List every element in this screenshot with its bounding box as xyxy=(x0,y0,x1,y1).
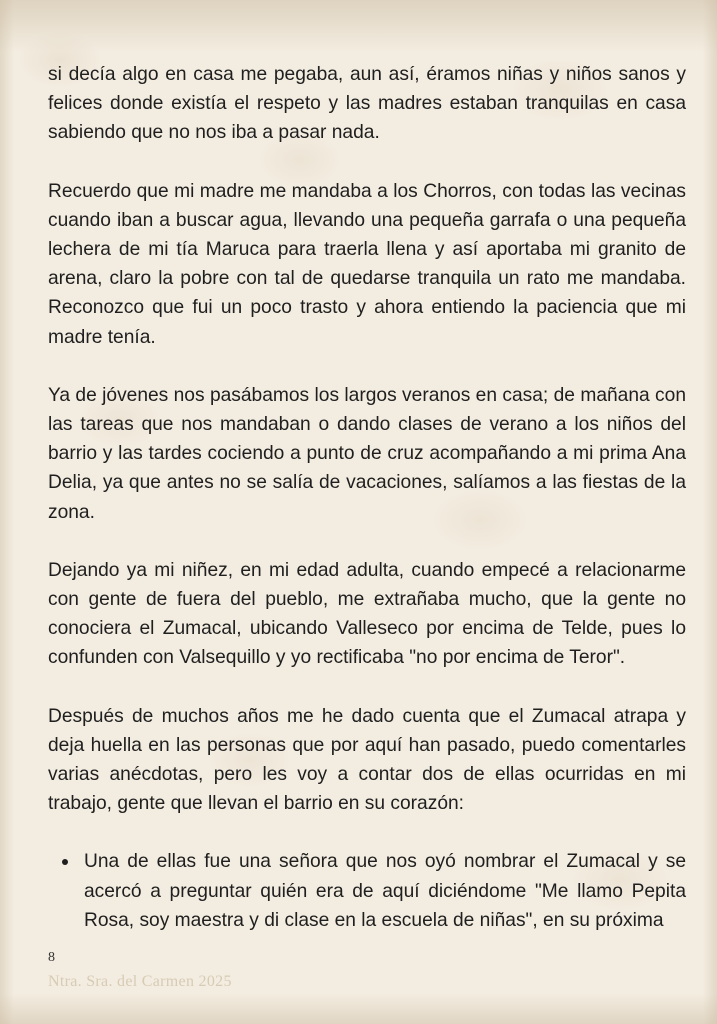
paragraph: Después de muchos años me he dado cuenta que el Zumacal atrapa y deja huella en las personas que por aquí han pasado, puedo comentarles varias anécdotas, pero les voy a contar dos de ellas ocurridas en mi trabajo, gente que llevan el barrio en su corazón: xyxy=(48,705,686,815)
page-body xyxy=(48,60,686,935)
bullet-list xyxy=(48,847,686,935)
footer-title: Ntra. Sra. del Carmen 2025 xyxy=(48,973,232,990)
bullet-icon xyxy=(62,859,68,865)
decorative-border-left xyxy=(0,0,14,1024)
paragraph: Ya de jóvenes nos pasábamos los largos veranos en casa; de mañana con las tareas que nos mandaban o dando clases de verano a los niños del barrio y las tardes cociendo a punto de cruz acompañando a mi prima Ana Delia, ya que antes no se salía de vacaciones, salíamos a las fiestas de la zona. xyxy=(48,384,686,523)
decorative-border-right xyxy=(703,0,717,1024)
decorative-border-top xyxy=(0,0,717,52)
list-item xyxy=(48,847,686,935)
decorative-border-bottom xyxy=(0,994,717,1024)
paragraph: Dejando ya mi niñez, en mi edad adulta, cuando empecé a relacionarme con gente de fuera del pueblo, me extrañaba mucho, que la gente no conociera el Zumacal, ubicando Valleseco por encima de Telde, pues lo confunden con Valsequillo y yo rectificaba "no por encima de Teror". xyxy=(48,559,686,669)
page-number: 8 xyxy=(48,950,55,965)
paragraph: Recuerdo que mi madre me mandaba a los Chorros, con todas las vecinas cuando iban a buscar agua, llevando una pequeña garrafa o una pequeña lechera de mi tía Maruca para traerla llena y así aportaba mi granito de arena, claro la pobre con tal de quedarse tranquila un rato me mandaba. Reconozco que fui un poco trasto y ahora entiendo la paciencia que mi madre tenía. xyxy=(48,180,686,348)
list-item-text: Una de ellas fue una señora que nos oyó nombrar el Zumacal y se acercó a preguntar quién era de aquí diciéndome "Me llamo Pepita Rosa, soy maestra y di clase en la escuela de niñas", en su próxima xyxy=(84,851,686,931)
paragraph: si decía algo en casa me pegaba, aun así, éramos niñas y niños sanos y felices donde existía el respeto y las madres estaban tranquilas en casa sabiendo que no nos iba a pasar nada. xyxy=(48,64,686,144)
